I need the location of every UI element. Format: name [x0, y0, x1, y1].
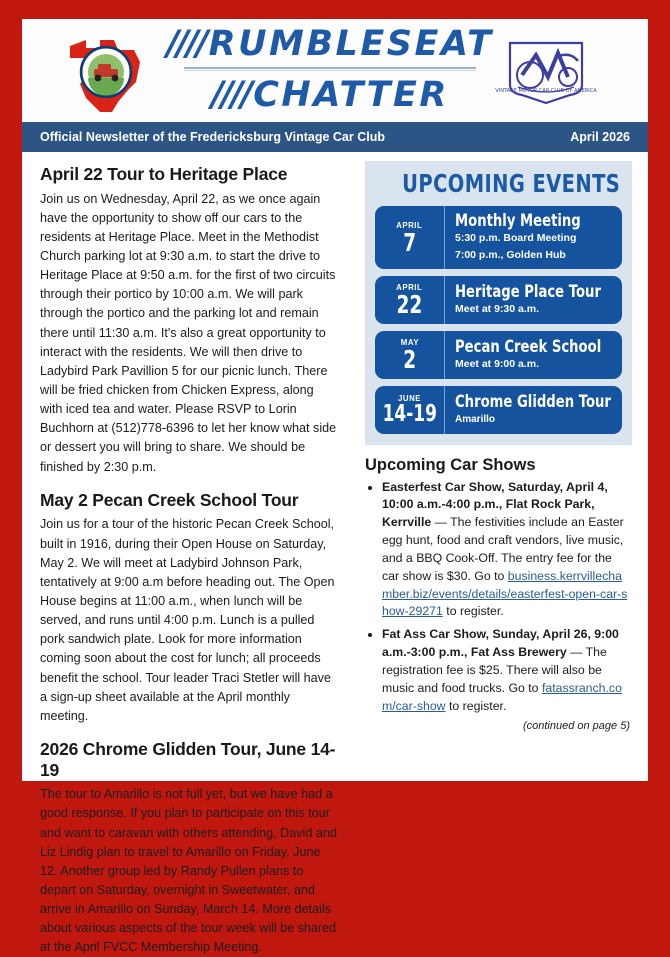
car-shows-list [365, 479, 632, 716]
continued-note: (continued on page 5) [522, 720, 630, 733]
event-line-1: Amarillo [455, 414, 496, 426]
event-date [375, 386, 445, 434]
event-details [445, 276, 643, 324]
masthead-title-line1: RUMBLESEAT [208, 24, 494, 64]
event-month: APRIL [396, 219, 423, 230]
banner-subtitle: Official Newsletter of the Fredericksburg Vintage Car Club [40, 130, 385, 144]
car-show-title: Easterfest Car Show, Saturday, April 4, 10:00 a.m.-4:00 p.m., Flat Rock Park, Kerrville [382, 479, 608, 530]
event-details [445, 331, 644, 379]
event-title: Chrome Glidden Tour [455, 391, 611, 411]
left-column [22, 152, 355, 955]
car-show-text-before: — The festivities include an Easter egg hunt, food and craft vendors, live music, and a BBQ Cook-Off. The entry fee for the car show is $30. Go to [382, 515, 624, 583]
event-card[interactable] [375, 386, 622, 434]
event-card[interactable] [375, 276, 622, 324]
article-heading-2: May 2 Pecan Creek School Tour [40, 489, 299, 510]
car-show-link[interactable]: fatassranch.com/car-show [382, 680, 622, 713]
newsletter-page [22, 19, 648, 955]
event-details [445, 386, 656, 434]
upcoming-car-shows-section [355, 445, 648, 733]
upcoming-events-heading: UPCOMING EVENTS [402, 169, 621, 198]
article-heading-1: April 22 Tour to Heritage Place [40, 164, 288, 184]
event-title: Pecan Creek School [455, 336, 602, 356]
car-show-title: Fat Ass Car Show, Sunday, April 26, 9:00 a.m.-3:00 p.m., Fat Ass Brewery [382, 627, 619, 660]
car-shows-heading: Upcoming Car Shows [365, 455, 536, 474]
masthead [22, 19, 648, 122]
list-item [382, 626, 632, 715]
event-day: 7 [403, 227, 416, 257]
article-heading-3: 2026 Chrome Glidden Tour, June 14-19 [40, 738, 336, 780]
event-line-1: Meet at 9:30 a.m. [455, 302, 540, 315]
masthead-divider-2 [184, 70, 476, 71]
masthead-slashes-2: //// [211, 75, 251, 115]
car-show-text-after: to register. [445, 698, 507, 713]
event-day: 14-19 [382, 401, 437, 428]
vmcca-club-logo [495, 35, 597, 109]
event-title: Heritage Place Tour [455, 281, 601, 301]
masthead-title-line2: CHATTER [253, 75, 449, 115]
banner-issue-date: April 2026 [570, 130, 630, 144]
event-title: Monthly Meeting [455, 211, 581, 230]
right-column [355, 152, 648, 781]
event-month: JUNE [397, 393, 422, 404]
article-body-3: The tour to Amarillo is not full yet, but we have had a good response. If you plan to participate on this tour and want to caravan with others attending, David and Liz Lindig plan to travel to Amarillo on Friday, June 12. Another group led by Randy Pullen plans to depart on Saturday, overnight in Sweetwater, and arrive in Amarillo on Sunday, March 14. More details about various aspects of the tour week will be shared at the April FVCC Membership Meeting. [40, 787, 337, 955]
event-date [375, 331, 445, 379]
event-date [375, 206, 445, 269]
event-line-1: 5:30 p.m. Board Meeting [455, 232, 577, 245]
article-body-1: Join us on Wednesday, April 22, as we once again have the opportunity to show off our cars to the residents at Heritage Place. Meet in the Methodist Church parking lot at 9:30 a.m. to start the drive to Heritage Place at 9:50 a.m. for the first of two circuits through their portico by 10:00 a.m. We will park through the portico and the parking lot and remain there until 11:30 a.m. It's also a great opportunity to interact with the residents. We will then drive to Ladybird Park Pavillion 5 for our picnic lunch. There will be fried chicken from Chicken Express, along with iced tea and water. Please RSVP to Lorin Buchhorn at (512)778-6396 to let her know what side or dessert you will bring to share. We should be finished by 2:30 p.m. [40, 191, 337, 474]
event-month: MAY [400, 337, 419, 348]
car-show-text-before: — The registration fee is $25. There will also be music and food trucks. Go to [382, 645, 607, 695]
event-day: 22 [396, 290, 423, 320]
article-body-2: Join us for a tour of the historic Pecan Creek School, built in 1916, during their Open House on Saturday, May 2. We will meet at Ladybird Johnson Park, tentatively at 9:00 a.m before heading out. The Open House begins at 11:00 a.m., when lunch will be served, and runs until 4:00 p.m. Lunch is a pulled pork sandwich plate. Look for more information coming soon about the cost for lunch; all proceeds benefit the school. Tour leader Traci Stetler will have a sign-up sheet available at the April monthly meeting. [40, 517, 335, 723]
car-show-link[interactable]: business.kerrvillechamber.biz/events/details/easterfest-open-car-show-29271 [382, 568, 628, 619]
fredericksburg-vintage-car-club-texas-logo [56, 28, 152, 118]
masthead-title [155, 24, 505, 115]
event-date [375, 276, 445, 324]
event-card[interactable] [375, 331, 622, 379]
newsletter-content [22, 152, 648, 955]
event-details [445, 206, 622, 269]
event-month: APRIL [396, 282, 423, 293]
car-show-text-after: to register. [442, 604, 504, 619]
event-line-1: Meet at 9:00 a.m. [455, 357, 540, 370]
event-line-2: 7:00 p.m., Golden Hub [455, 248, 566, 261]
event-day: 2 [403, 345, 416, 375]
list-item [382, 479, 632, 622]
masthead-divider [184, 67, 476, 69]
svg-text:VINTAGE MOTOR CAR CLUB OF AMER: VINTAGE MOTOR CAR CLUB OF AMERICA [495, 88, 597, 94]
masthead-slashes-1: //// [166, 24, 206, 64]
event-card[interactable] [375, 206, 622, 269]
upcoming-events-panel [365, 161, 632, 445]
newsletter-banner [22, 122, 648, 152]
